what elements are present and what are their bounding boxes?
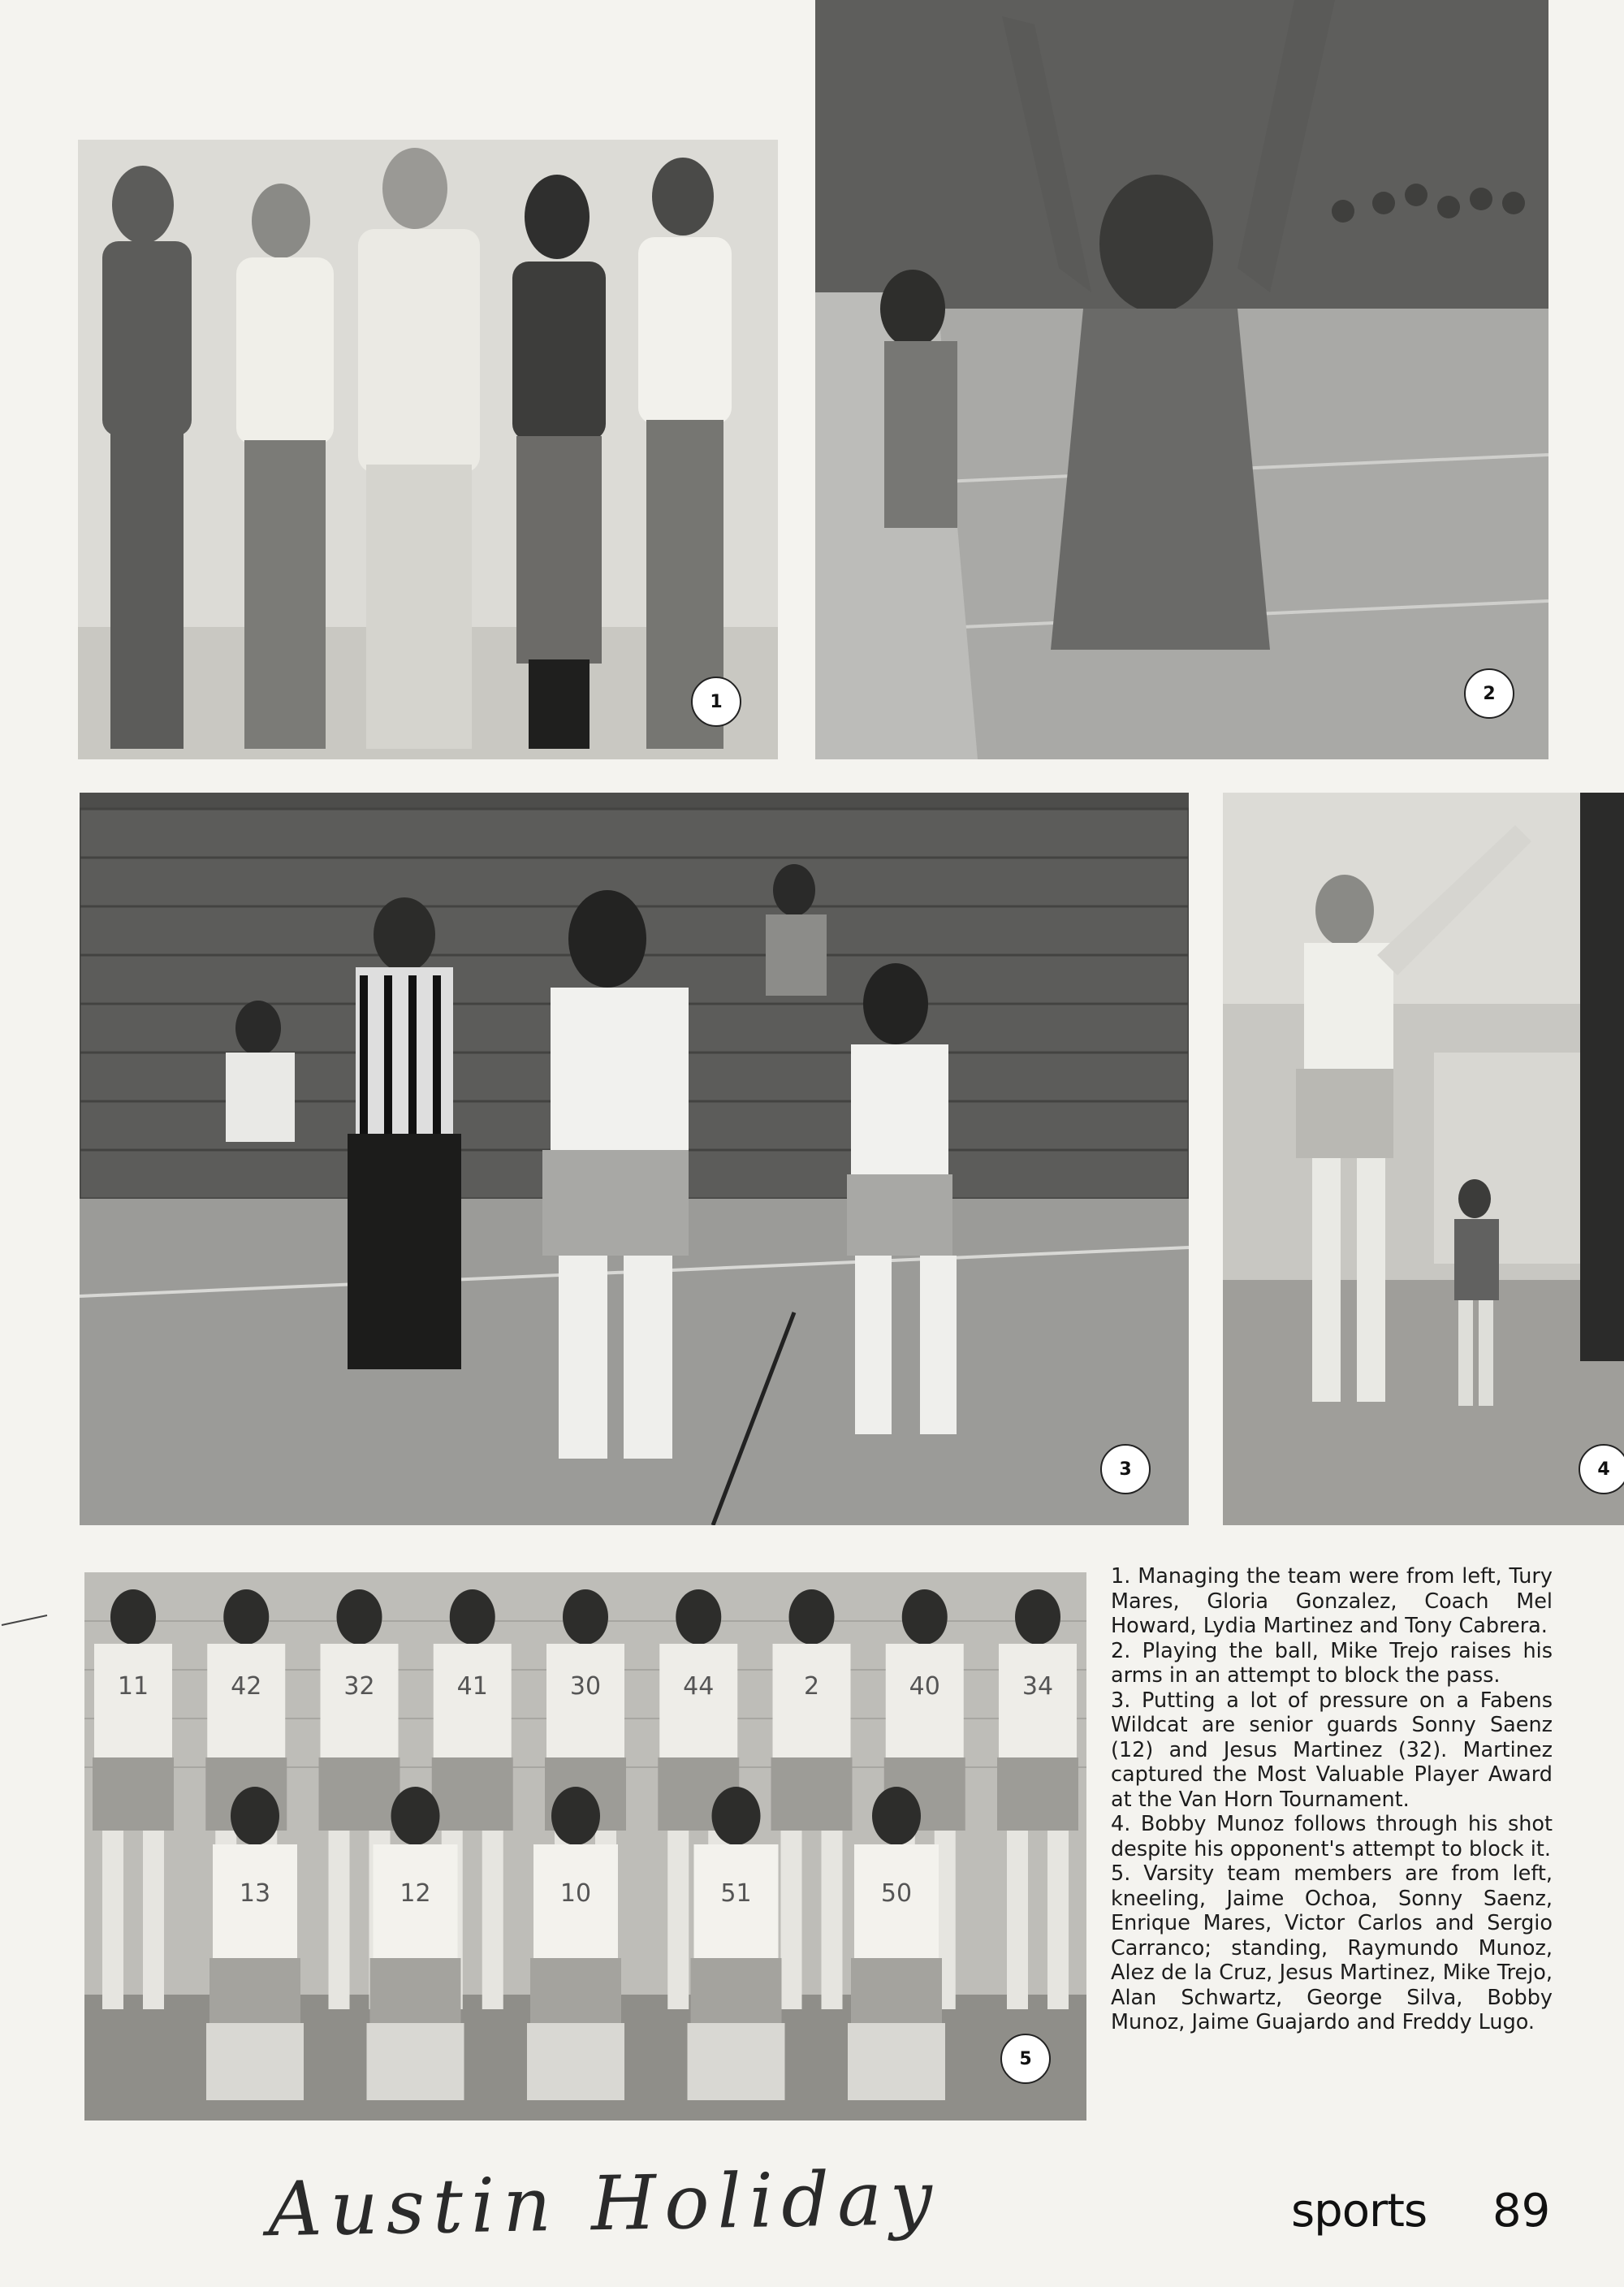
jersey-number: 30: [569, 1672, 602, 1701]
jersey-number: 40: [909, 1672, 940, 1701]
caption-4: 4. Bobby Munoz follows through his shot despite his opponent's attempt to block it.: [1111, 1812, 1553, 1861]
jersey-number: 12: [400, 1879, 431, 1908]
jersey-number: 13: [239, 1879, 271, 1908]
margin-pencil-mark: [0, 1612, 49, 1628]
jersey-number: 41: [456, 1672, 488, 1701]
caption-1: 1. Managing the team were from left, Tury Mares, Gloria Gonzalez, Coach Mel Howard, Lydia Martinez and Tony Cabrera.: [1111, 1564, 1553, 1638]
jersey-number: 11: [117, 1672, 149, 1701]
jersey-number: 51: [720, 1879, 752, 1908]
caption-3: 3. Putting a lot of pressure on a Fabens Wildcat are senior guards Sonny Saenz (12) and Jesus Martinez (32). Martinez captured the Most Valuable Player Award at the Van Horn Tournament.: [1111, 1688, 1553, 1812]
caption-5: 5. Varsity team members are from left, kneeling, Jaime Ochoa, Sonny Saenz, Enrique Mares, Victor Carlos and Sergio Carranco; standing, Raymundo Munoz, Alez de la Cruz, Jesus Martinez, Mike Trejo, Alan Schwartz, George Silva, Bobby Munoz, Jaime Guajardo and Freddy Lugo.: [1111, 1861, 1553, 2034]
photo-guards-pressuring: [80, 793, 1189, 1525]
photo-varsity-team: [84, 1572, 1086, 2121]
photo-managers-portrait: [78, 140, 778, 759]
page-number: 89: [1492, 2185, 1551, 2237]
photo-player-shooting: [1223, 793, 1624, 1525]
caption-2: 2. Playing the ball, Mike Trejo raises his arms in an attempt to block the pass.: [1111, 1638, 1553, 1688]
jersey-number: 44: [683, 1672, 715, 1701]
photo-number-badge: 5: [1000, 2034, 1051, 2084]
jersey-number: 50: [880, 1879, 913, 1908]
photo-number-badge: 2: [1464, 668, 1514, 719]
photo-captions: [1111, 1564, 1553, 2035]
jersey-number: 34: [1021, 1672, 1054, 1701]
photo-player-blocking: [815, 0, 1548, 759]
jersey-number: 2: [803, 1672, 820, 1701]
section-label: sports: [1291, 2185, 1427, 2237]
jersey-number: 32: [343, 1672, 375, 1701]
handwritten-name: Austin Holiday: [267, 2154, 941, 2254]
photo-number-badge: 3: [1100, 1444, 1151, 1494]
jersey-number: 42: [231, 1672, 262, 1701]
photo-number-badge: 4: [1579, 1444, 1624, 1494]
photo-number-badge: 1: [691, 677, 741, 727]
jersey-number: 10: [559, 1879, 592, 1908]
